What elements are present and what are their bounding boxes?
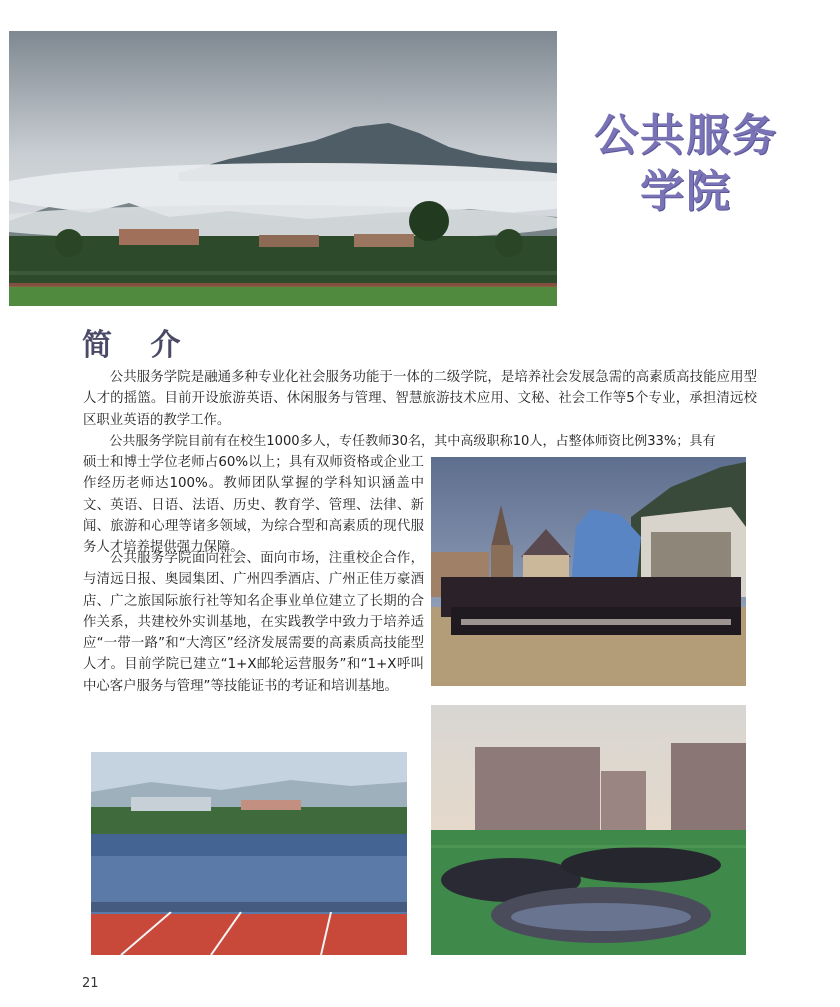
title-line-1: 公共服务 <box>594 110 778 161</box>
paragraph-cooperation: 公共服务学院面向社会、面向市场，注重校企合作，与清远日报、奥园集团、广州四季酒店、广州正佳万豪酒店、广之旅国际旅行社等知名企事业单位建立了长期的合作关系，共建校外实训基地，在实践教学中致力于培养适应“一带一路”和“大湾区”经济发展需要的高素质高技能型人才。目前学院已建立“1+X邮轮运营服务”和“1+X呼叫中心客户服务与管理”等技能证书的考证和培训基地。 <box>83 551 424 694</box>
paragraph-faculty-first-line: 公共服务学院目前有在校生1000多人，专任教师30名，其中高级职称10人，占整体师资比例33%；具有 <box>109 434 716 449</box>
paragraph-intro: 公共服务学院是融通多种专业化社会服务功能于一体的二级学院，是培养社会发展急需的高素质高技能应用型人才的摇篮。目前开设旅游英语、休闲服务与管理、智慧旅游技术应用、文秘、社会工作等5个专业，承担清远校区职业英语的教学工作。 <box>83 370 757 428</box>
group-photo <box>431 457 746 686</box>
paragraph-faculty: 硕士和博士学位老师占60%以上；具有双师资格或企业工作经历老师达100%。教师团队掌握的学科知识涵盖中文、英语、日语、法语、历史、教育学、管理、法律、新闻、旅游和心理等诸多领域，为综合型和高素质的现代服务人才培养提供强力保障。 <box>83 455 424 556</box>
students-on-field-photo <box>431 705 746 955</box>
page-number: 21 <box>82 976 99 991</box>
section-heading: 简 介 <box>82 328 195 363</box>
campus-landscape-photo <box>9 31 557 306</box>
title-line-2: 学院 <box>640 166 732 217</box>
page-title <box>556 108 816 220</box>
military-training-photo <box>91 752 407 955</box>
